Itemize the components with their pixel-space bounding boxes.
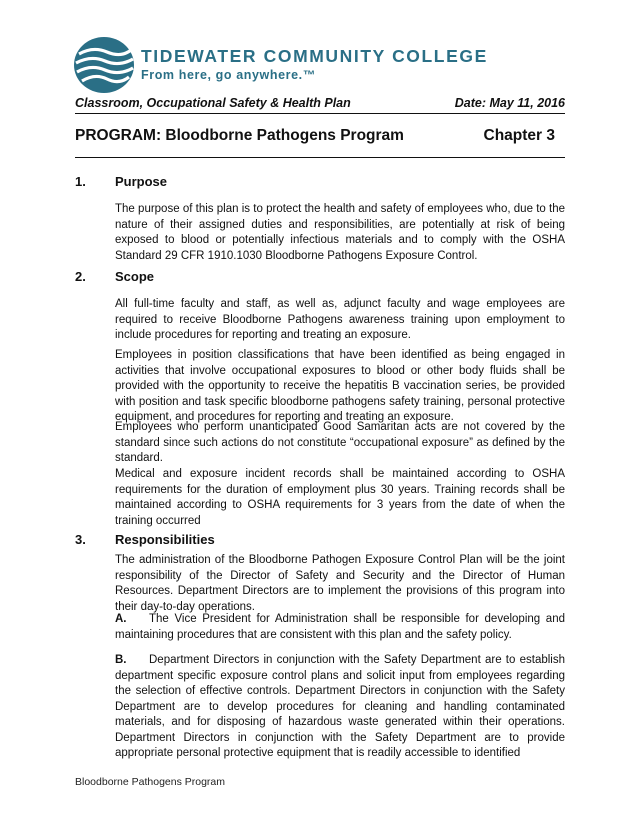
program-title: PROGRAM: Bloodborne Pathogens Program <box>75 127 404 144</box>
section-title: Responsibilities <box>115 532 215 547</box>
item-text: Department Directors in conjunction with the Safety Department are to establish department specific exposure control plans and solicit input from employees regarding the selection of effective controls. Department Directors in conjunction with the Safety Department are to develop procedures for cleaning and handling contaminated materials, and for disposing of hazardous waste generated within their operations. Department Directors in conjunction with the Safety Department are to provide appropriate personal protective equipment that is readily accessible to identified <box>115 654 565 759</box>
section-number: 1. <box>75 174 86 189</box>
section-number: 3. <box>75 532 86 547</box>
item-letter: A. <box>115 613 127 625</box>
plan-header <box>75 95 565 114</box>
college-tagline: From here, go anywhere.™ <box>141 68 316 82</box>
responsibility-item-b <box>115 653 565 762</box>
tcc-wave-logo-icon <box>73 36 135 94</box>
plan-date: Date: May 11, 2016 <box>454 96 565 110</box>
college-name: TIDEWATER COMMUNITY COLLEGE <box>141 46 488 66</box>
college-logo <box>73 36 488 96</box>
plan-title: Classroom, Occupational Safety & Health Plan <box>75 96 351 110</box>
scope-paragraph-4: Medical and exposure incident records shall be maintained according to OSHA requirements for the duration of employment plus 30 years. Training records shall be maintained according to OSHA requirements for 3 years from the date of when the training occurred <box>115 468 565 527</box>
scope-paragraph-2: Employees in position classifications that have been identified as being engaged in activities that involve occupational exposures to blood or other body fluids shall be provided with the opportunity to receive the hepatitis B vaccination series, be provided with position and task specific bloodborne pathogens safety training, personal protective equipment, and procedures for reporting and treating an exposure. <box>115 349 565 423</box>
program-header <box>75 127 565 158</box>
section-number: 2. <box>75 269 86 284</box>
page-footer: Bloodborne Pathogens Program <box>75 776 226 788</box>
responsibility-item-a <box>115 612 565 643</box>
responsibilities-paragraph: The administration of the Bloodborne Pathogen Exposure Control Plan will be the joint responsibility of the Director of Safety and Security and the Director of Human Resources. Department Directors are to implement the provisions of this program into their day-to-day operations. <box>115 554 565 613</box>
item-text: The Vice President for Administration shall be responsible for developing and maintaining procedures that are consistent with this plan and the safety policy. <box>115 613 565 641</box>
chapter-label: Chapter 3 <box>483 127 555 144</box>
section-title: Purpose <box>115 174 168 189</box>
scope-paragraph-3: Employees who perform unanticipated Good Samaritan acts are not covered by the standard since such actions do not constitute “occupational exposure” as defined by the standard. <box>115 421 565 464</box>
purpose-paragraph: The purpose of this plan is to protect the health and safety of employees who, due to the nature of their assigned duties and responsibilities, are potentially at risk of being exposed to blood or potentially infectious materials and to comply with the OSHA Standard 29 CFR 1910.1030 Bloodborne Pathogens Exposure Control. <box>115 203 565 262</box>
scope-paragraph-1: All full-time faculty and staff, as well as, adjunct faculty and wage employees are required to receive Bloodborne Pathogens awareness training upon employment to include procedures for reporting and treating an exposure. <box>115 298 565 341</box>
section-title: Scope <box>115 269 155 284</box>
item-letter: B. <box>115 654 127 666</box>
